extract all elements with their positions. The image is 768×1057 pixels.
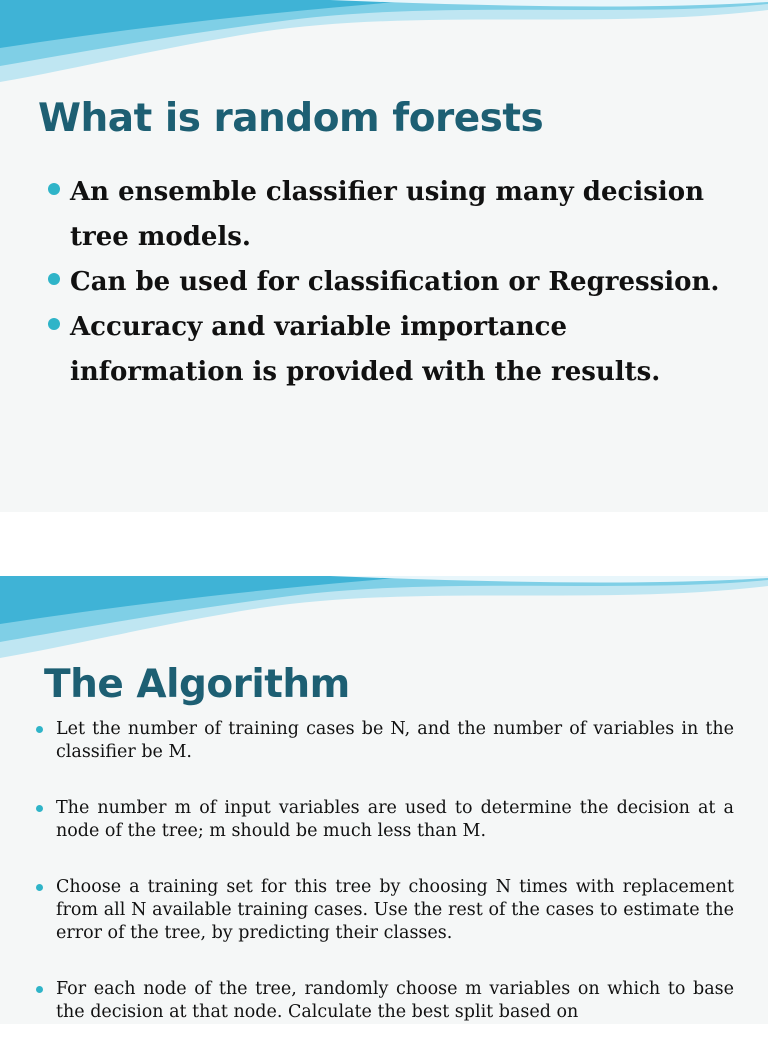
- slide-gap: [0, 512, 768, 576]
- bullet-list: [36, 718, 734, 1057]
- slide-title: What is random forests: [38, 96, 544, 141]
- slide-title: The Algorithm: [44, 662, 350, 707]
- bullet-dot-icon: [36, 726, 43, 733]
- bullet-dot-icon: [36, 986, 43, 993]
- bullet-dot-icon: [36, 884, 43, 891]
- bullet-dot-icon: [36, 805, 43, 812]
- list-item: Let the number of training cases be N, and the number of variables in the classifier be M.: [36, 718, 734, 764]
- bullet-dot-icon: [48, 183, 60, 195]
- slide-what-is-random-forests: [0, 0, 768, 512]
- list-item: Accuracy and variable importance information is provided with the results.: [48, 305, 748, 395]
- list-item: An ensemble classifier using many decision tree models.: [48, 170, 748, 260]
- header-wave-decoration: [0, 0, 768, 100]
- header-wave-decoration: [0, 576, 768, 676]
- list-item: Choose a training set for this tree by choosing N times with replacement from all N available training cases. Use the rest of the cases to estimate the error of the tree, by predicting their classes.: [36, 876, 734, 945]
- list-item: Can be used for classification or Regression.: [48, 260, 748, 305]
- bullet-dot-icon: [48, 273, 60, 285]
- bullet-list: [48, 170, 748, 395]
- bullet-dot-icon: [48, 318, 60, 330]
- list-item: The number m of input variables are used to determine the decision at a node of the tree; m should be much less than M.: [36, 797, 734, 843]
- list-item: For each node of the tree, randomly choose m variables on which to base the decision at that node. Calculate the best split based on: [36, 978, 734, 1024]
